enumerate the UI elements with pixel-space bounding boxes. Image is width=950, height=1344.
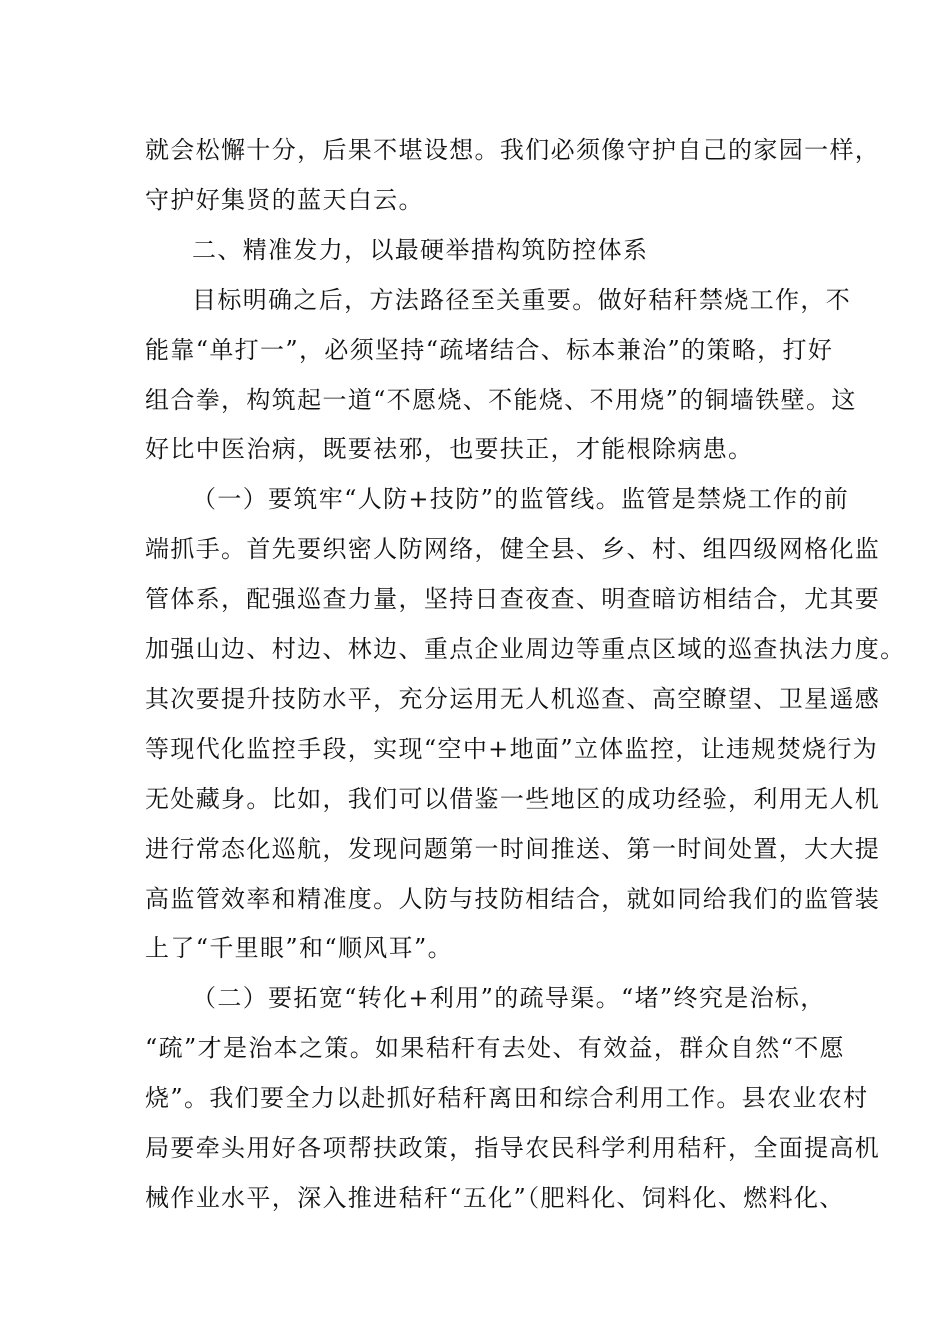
text-line: 械作业水平，深入推进秸秆“五化”（肥料化、饲料化、燃料化、 — [145, 1183, 845, 1212]
text-line: 目标明确之后，方法路径至关重要。做好秸秆禁烧工作，不 — [192, 285, 852, 314]
text-line: 等现代化监控手段，实现“空中+地面”立体监控，让违规焚烧行为 — [145, 734, 879, 763]
text-line: 就会松懈十分，后果不堪设想。我们必须像守护自己的家园一样， — [145, 136, 881, 164]
text-line: 局要牵头用好各项帮扶政策，指导农民科学利用秸秆，全面提高机 — [145, 1134, 881, 1162]
text-line: 烧”。我们要全力以赴抓好秸秆离田和综合利用工作。县农业农村 — [145, 1084, 869, 1113]
text-line: 进行常态化巡航，发现问题第一时间推送、第一时间处置，大大提 — [145, 834, 881, 863]
text-line: “疏”才是治本之策。如果秸秆有去处、有效益，群众自然“不愿 — [145, 1034, 845, 1063]
text-line: 二、精准发力，以最硬举措构筑防控体系 — [192, 235, 649, 264]
text-line: （一）要筑牢“人防+技防”的监管线。监管是禁烧工作的前 — [192, 485, 850, 514]
text-line: 其次要提升技防水平，充分运用无人机巡查、高空瞭望、卫星遥感 — [145, 684, 881, 713]
text-line: 高监管效率和精准度。人防与技防相结合，就如同给我们的监管装 — [145, 884, 881, 913]
text-line: （二）要拓宽“转化+利用”的疏导渠。“堵”终究是治标， — [192, 984, 826, 1013]
text-line: 上了“千里眼”和“顺风耳”。 — [145, 934, 453, 963]
text-line: 能靠“单打一”，必须坚持“疏堵结合、标本兼治”的策略，打好 — [145, 335, 834, 364]
text-line: 管体系，配强巡查力量，坚持日查夜查、明查暗访相结合，尤其要 — [145, 585, 881, 614]
text-line: 好比中医治病，既要祛邪，也要扶正，才能根除病患。 — [145, 435, 754, 464]
text-line: 无处藏身。比如，我们可以借鉴一些地区的成功经验，利用无人机 — [145, 784, 881, 813]
text-line: 端抓手。首先要织密人防网络，健全县、乡、村、组四级网格化监 — [145, 535, 881, 564]
text-line: 组合拳，构筑起一道“不愿烧、不能烧、不用烧”的铜墙铁壁。这 — [145, 385, 857, 414]
text-line: 加强山边、村边、林边、重点企业周边等重点区域的巡查执法力度。 — [145, 635, 906, 663]
text-line: 守护好集贤的蓝天白云。 — [145, 185, 424, 214]
